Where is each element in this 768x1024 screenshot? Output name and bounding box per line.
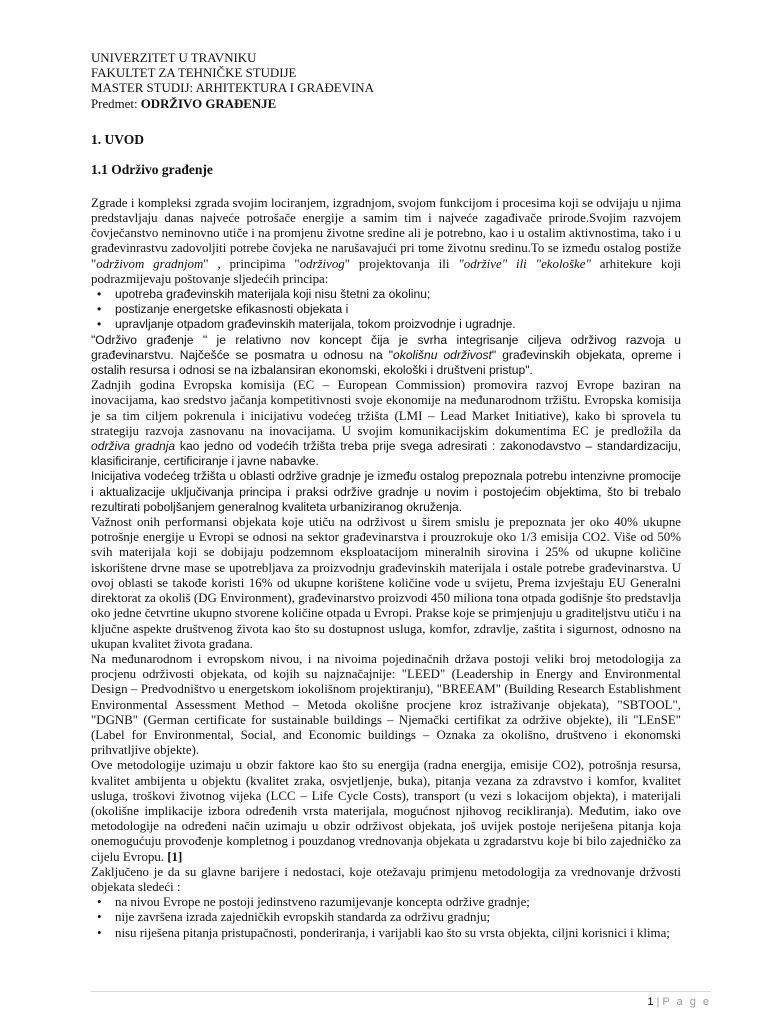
list-item <box>91 910 681 925</box>
bullet-icon: • <box>97 317 102 332</box>
emphasis: održivom gradnjom <box>96 256 204 271</box>
emphasis: "održive" ili "ekološke" <box>458 256 591 271</box>
paragraph-concept <box>91 333 681 379</box>
principles-list <box>91 287 681 333</box>
section-title: 1. UVOD <box>91 131 144 147</box>
paragraph-methodologies: Na međunarodnom i evropskom nivou, i na nivoima pojedinačnih država postoji veliki broj metodologija za procjenu održivosti objekata, od kojih su najznačajnije: "LEED" (Leadership in Energy and Environmental Design – Predvodništvo u energetskom iokolišnom projektiranju), "BREEAM" (Building Research Establishment Environmental Assessment Method – Metoda okolišne procjene kroz istraživanje objekata), "SBTOOL", "DGNB" (German certificate for sustainable buildings – Njemački certifikat za održive objekte), ili "LEnSE" (Label for Environmental, Social, and Economic buildings – Oznaka za okolišno, društveno i ekonomski prihvatljive objekte). <box>91 651 681 758</box>
paragraph-conclusion: Zaključeno je da su glavne barijere i nedostaci, koje otežavaju primjenu metodologija za vrednovanje držvosti objekata sledeći : <box>91 864 681 894</box>
page-number: 1 <box>647 996 654 1008</box>
paragraph-initiative: Inicijativa vodećeg tržišta u oblasti održive gradnje je između ostalog prepoznala potrebu intenzivne promocije i aktualizacije uključivanja principa i praksi održive gradnje u novim i postojećim objektima, što bi trebalo rezultirati poboljšanjem generalnog kvaliteta urbaniziranog okruženja. <box>91 469 681 514</box>
text-run: " građevinskih objekata, opreme i ostalih resursa i odnosi se na izbalansiran ekonomski, ekološki i društveni pristup". <box>91 347 681 378</box>
bullet-icon: • <box>97 895 102 910</box>
text-run: " projektovanja ili <box>344 256 459 271</box>
list-item <box>91 302 681 317</box>
list-item-text: na nivou Evrope ne postoji jedinstveno razumijevanje koncepta održive gradnje; <box>115 895 530 910</box>
bullet-icon: • <box>97 287 102 302</box>
list-item <box>91 895 681 910</box>
barriers-list <box>91 895 681 941</box>
text-run: " , principima " <box>203 256 300 271</box>
paragraph-factors <box>91 758 681 864</box>
text-run: arhitekure koji podrazmijevaju poštovanje sljedećih principa: <box>91 256 681 286</box>
header-program: MASTER STUDIJ: ARHITEKTURA I GRAĐEVINA <box>91 81 374 96</box>
emphasis: održiva gradnja <box>91 439 176 454</box>
text-run: kao jedno od vodećih tržišta treba prije svega adresirati : zakonodavstvo – standardizaciju, klasificiranje, certificiranje i javne nabavke. <box>91 439 681 469</box>
paragraph-commission <box>91 378 681 469</box>
header-subject <box>91 97 681 112</box>
paragraph-importance: Važnost onih performansi objekata koje utiču na održivost u širem smislu je prepoznata jer oko 40% ukupne potrošnje energije u Evropi se odnosi na sektor građevinarstva i prouzrokuje oko 1/3 emisija CO2. Više od 50% svih materijala koji se dobijaju podzemnom eksploatacijom mineralnih sirovina i 25% od ukupne količine iskorištene drvne mase se upotrebljava za proizvodnju građevinskih materijala i ostale potrebe građevinarstva. U ovoj oblasti se takođe koristi 16% od ukupne korištene količine vode u svijetu, Prema izvještaju EU Generalni direktorat za okoliš (DG Environment), građevinarstvo proizvodi 450 miliona tona otpada godišnje što predstavlja oko jedne četvrtine ukupno stvorene količine otpada u Evropi. Prakse koje se primjenjuju u graditeljstvu utiču i na ključne aspekte društvenog života kao što su dostupnost usluga, komfor, zdravlje, zaštita i sigurnost, odnosno na ukupan kvalitet života građana. <box>91 515 681 651</box>
document-body <box>91 51 681 941</box>
list-item-text: postizanje energetske efikasnosti objekata i <box>115 302 349 317</box>
text-run: Zgrade i kompleksi zgrada svojim lociranjem, izgradnjom, svojom funkcijom i procesima koji se odvijaju u njima predstavljaju danas najveće potrošače energije a samim tim i najveće zagađivače prirode.Svojim razvojem čovječanstvo neminovno utiče i na promjenu životne sredine ali je potrebno, kao i u ostalim aktivnostima, tako i u građevinrastvu zadovoljiti potrebe čovjeka ne narušavajući pri tome životnu sredinu.To se između ostalog postiže " <box>91 195 681 271</box>
emphasis: održivog <box>299 256 345 271</box>
header-university: UNIVERZITET U TRAVNIKU <box>91 51 257 65</box>
list-item <box>91 317 681 332</box>
footer-separator: | <box>656 996 660 1008</box>
list-item-text: nisu riješena pitanja pristupačnosti, ponderiranja, i varijabli kao što su vrsta objekta, ciljni korisnici i klima; <box>115 925 670 940</box>
text-run: Ove metodologije uzimaju u obzir faktore kao što su energija (radna energija, emisije CO2), potrošnja resursa, kvalitet ambijenta u objektu (kvalitet zraka, osvjetljenje, buka), pitanja vezana za zdravstvo i komfor, kvalitet usluga, troškovi životnog vijeka (LCC – Life Cycle Costs), transport (u vezi s lokacijom objekta), i materijali (okolišne implikacije izbora određenih vrsta materijala, mogućnost njihovog recikliranja). Međutim, iako ove metodologije na određeni način uzimaju u obzir održivost objekata, još uvijek postoje neriješena pitanja koja onemogućuju provođenje kompletnog i pouzdanog vrednovanja objekata u zgradarstvu koje bi bilo zajedničko za cijelu Evropu. <box>91 758 681 864</box>
subject-name: ODRŽIVO GRAĐENJE <box>140 96 277 111</box>
text-run: Zadnjih godina Evropska komisija (EC – European Commission) promovira razvoj Evrope baziran na inovacijama, kao sredstvo jačanja kompetitivnosti svoje ekonomije na međunarodnom tržištu. Evropska komisija je sa tim ciljem pokrenula i inicijativu vodećeg tržišta (LMI – Lead Market Initiative), kako bi sprovela tu strategiju razvoja zasnovanu na inovacijama. U svojim komunikacijskim dokumentima EC je predložila da <box>91 378 681 438</box>
bullet-icon: • <box>97 925 102 940</box>
list-item <box>91 287 681 302</box>
subsection-title: 1.1 Održivo građenje <box>91 161 213 177</box>
list-item-text: upravljanje otpadom građevinskih materijala, tokom proizvodnje i ugradnje. <box>115 317 516 332</box>
page-footer <box>0 996 711 1008</box>
subject-label: Predmet: <box>91 96 141 111</box>
footer-divider <box>91 991 711 992</box>
list-item-text: nije završena izrada zajedničkih evropskih standarda za održivu gradnju; <box>115 910 491 925</box>
header-faculty: FAKULTET ZA TEHNIČKE STUDIJE <box>91 66 297 81</box>
text-run: "Održivo građenje " je relativno nov koncept čija je svrha integrisanje ciljeva održivog razvoja u građevinarstvu. Najčešće se posmatra u odnosu na " <box>91 332 681 362</box>
list-item <box>91 926 681 941</box>
page-label: P a g e <box>662 996 711 1008</box>
bullet-icon: • <box>97 910 102 925</box>
bullet-icon: • <box>97 302 102 317</box>
paragraph-intro <box>91 196 681 287</box>
reference-marker: [1] <box>167 849 183 864</box>
emphasis: okolišnu održivost <box>393 347 492 362</box>
list-item-text: upotreba građevinskih materijala koji nisu štetni za okolinu; <box>115 287 431 302</box>
